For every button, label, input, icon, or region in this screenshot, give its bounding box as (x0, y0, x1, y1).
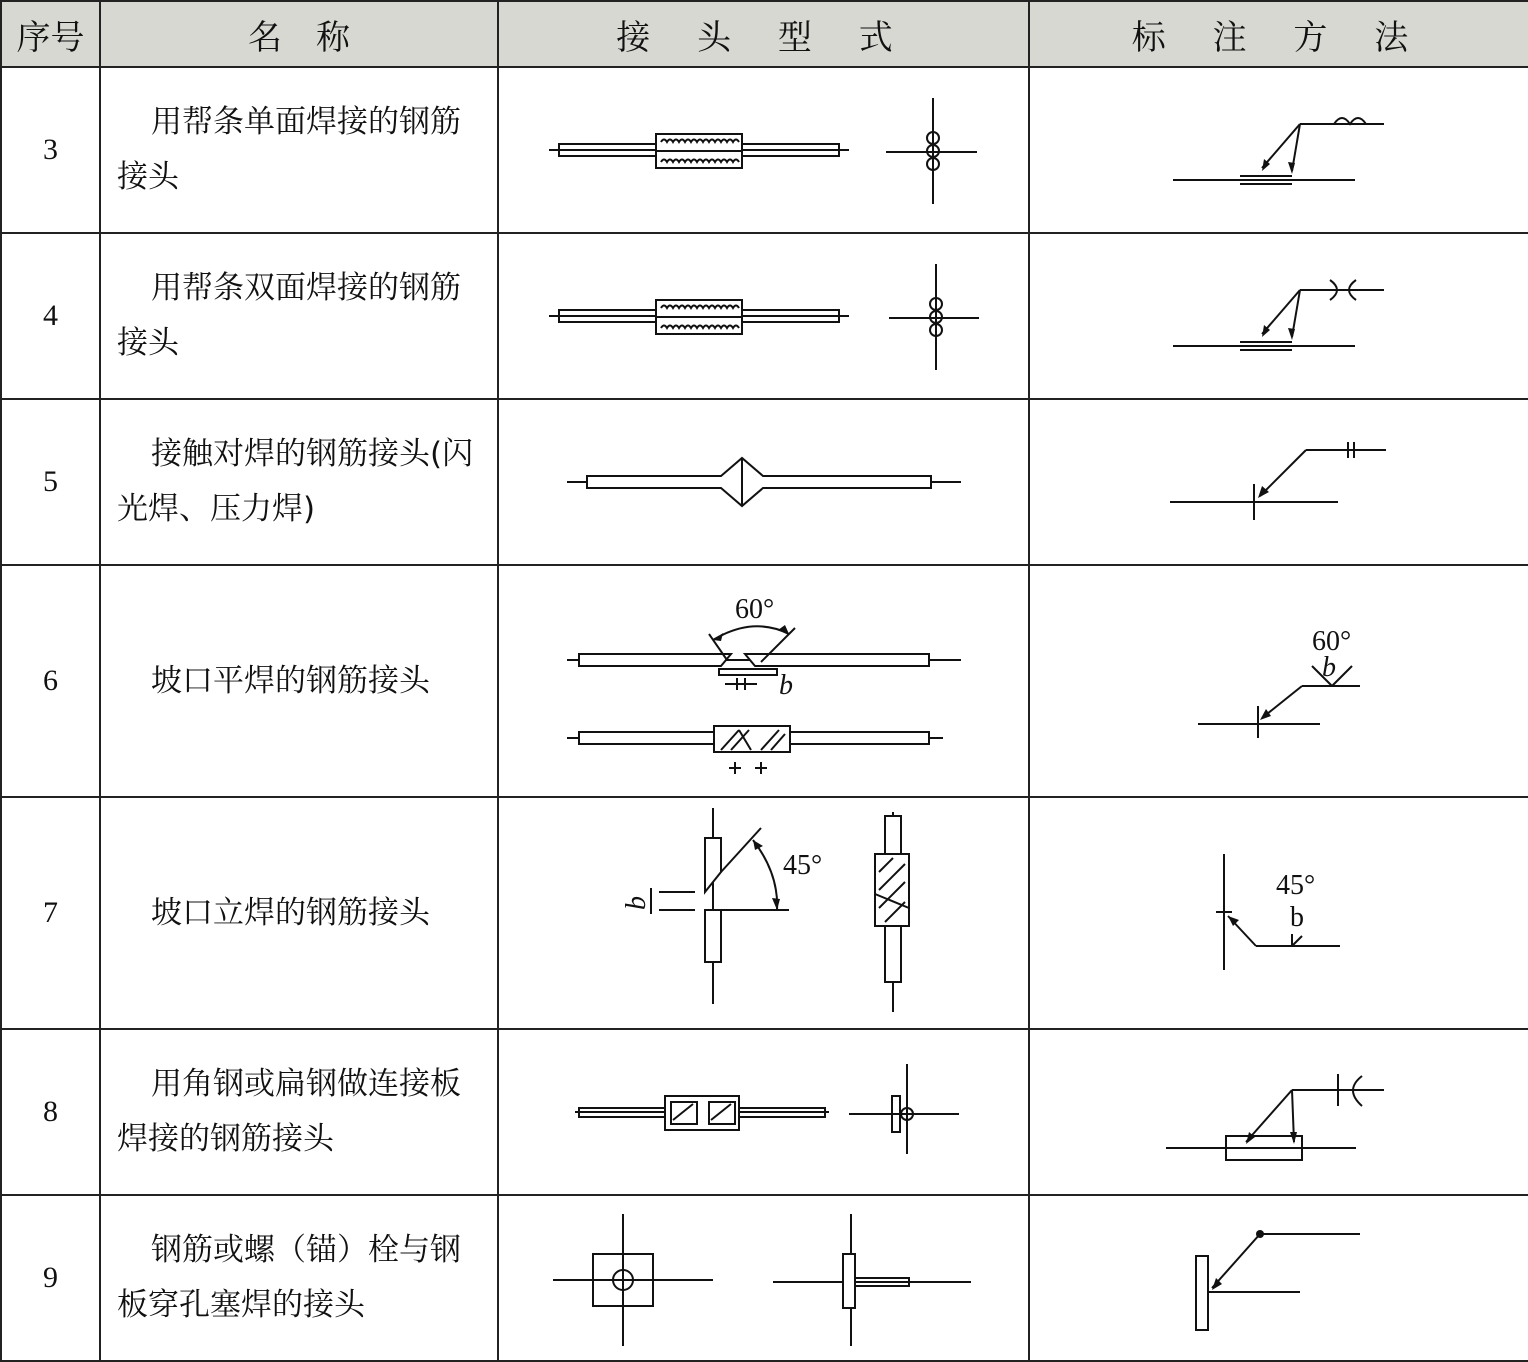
joint-form-cell (498, 1029, 1029, 1195)
bevel-flat-weld-diagram (499, 566, 1030, 796)
angle-plate-weld-mark (1030, 1030, 1528, 1194)
table-row (1, 67, 1528, 233)
row-name (100, 233, 498, 399)
form-gap-label: b (779, 670, 793, 701)
row-name (100, 565, 498, 797)
row-number: 7 (1, 797, 100, 1029)
flash-butt-weld-mark (1030, 400, 1528, 564)
row-name-text: 接触对焊的钢筋接头(闪光焊、压力焊) (117, 436, 474, 527)
mark-method-cell (1029, 797, 1528, 1029)
row-number: 5 (1, 399, 100, 565)
form-angle-label: 45° (783, 850, 823, 881)
row-name-text: 钢筋或螺（锚）栓与钢板穿孔塞焊的接头 (117, 1232, 461, 1323)
table-row (1, 399, 1528, 565)
mark-method-cell (1029, 233, 1528, 399)
mark-gap-label: b (1322, 652, 1336, 683)
header-row (1, 1, 1528, 67)
double-side-strap-weld-diagram (499, 234, 1030, 398)
header-name: 名 称 (100, 1, 498, 67)
header-form: 接 头 型 式 (498, 1, 1029, 67)
row-number: 8 (1, 1029, 100, 1195)
table-row (1, 233, 1528, 399)
joint-form-cell (498, 1195, 1029, 1361)
joint-form-cell (498, 565, 1029, 797)
row-number: 9 (1, 1195, 100, 1361)
form-gap-label: b (621, 896, 652, 910)
row-number: 6 (1, 565, 100, 797)
mark-angle-label: 45° (1276, 870, 1316, 901)
mark-method-cell (1029, 67, 1528, 233)
header-no: 序号 (1, 1, 100, 67)
mark-method-cell (1029, 399, 1528, 565)
mark-method-cell (1029, 565, 1528, 797)
form-angle-label: 60° (735, 594, 775, 625)
table-row (1, 797, 1528, 1029)
row-number: 4 (1, 233, 100, 399)
joint-form-cell (498, 233, 1029, 399)
mark-gap-label: b (1290, 902, 1304, 933)
bevel-vertical-weld-diagram (499, 798, 1030, 1028)
mark-angle-label: 60° (1312, 626, 1352, 657)
row-name (100, 797, 498, 1029)
mark-method-cell (1029, 1195, 1528, 1361)
row-name-text: 坡口立焊的钢筋接头 (151, 894, 430, 931)
plug-weld-mark (1030, 1196, 1528, 1360)
double-side-strap-weld-mark (1030, 234, 1528, 398)
single-side-strap-weld-diagram (499, 68, 1030, 232)
table-row (1, 1029, 1528, 1195)
table-row (1, 565, 1528, 797)
single-side-strap-weld-mark (1030, 68, 1528, 232)
joint-form-cell (498, 399, 1029, 565)
bevel-vertical-weld-mark (1030, 798, 1528, 1028)
row-name (100, 399, 498, 565)
joint-form-cell (498, 67, 1029, 233)
header-mark: 标 注 方 法 (1029, 1, 1528, 67)
flash-butt-weld-diagram (499, 400, 1030, 564)
mark-method-cell (1029, 1029, 1528, 1195)
row-name-text: 用帮条单面焊接的钢筋接头 (117, 104, 461, 195)
row-name (100, 1029, 498, 1195)
plug-weld-diagram (499, 1196, 1030, 1360)
joint-form-cell (498, 797, 1029, 1029)
row-name (100, 67, 498, 233)
row-name (100, 1195, 498, 1361)
bevel-flat-weld-mark (1030, 566, 1528, 796)
angle-plate-weld-diagram (499, 1030, 1030, 1194)
row-name-text: 用角钢或扁钢做连接板焊接的钢筋接头 (117, 1066, 461, 1157)
row-name-text: 坡口平焊的钢筋接头 (151, 662, 430, 699)
row-number: 3 (1, 67, 100, 233)
table-row (1, 1195, 1528, 1361)
row-name-text: 用帮条双面焊接的钢筋接头 (117, 270, 461, 361)
